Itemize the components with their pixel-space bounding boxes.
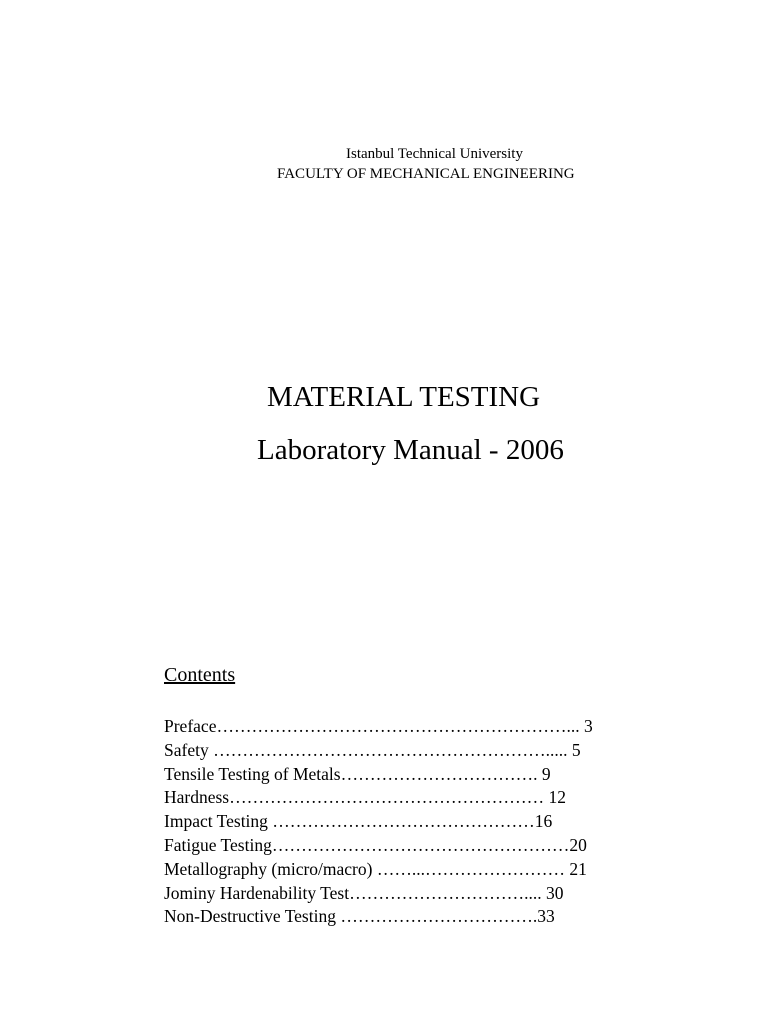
- table-of-contents: [164, 715, 634, 929]
- toc-entry-metallography: Metallography (micro/macro) ……...…………………… 21: [164, 858, 587, 879]
- document-title: MATERIAL TESTING: [267, 381, 541, 413]
- toc-entry-fatigue-testing: Fatigue Testing……………………………………………20: [164, 834, 587, 855]
- toc-entry-impact-testing: Impact Testing ………………………………………16: [164, 811, 553, 832]
- toc-entry-preface: Preface……………………………………………………... 3: [164, 716, 593, 736]
- toc-entry-non-destructive-testing: Non-Destructive Testing …………………………….33: [164, 906, 555, 927]
- university-name: Istanbul Technical University: [346, 146, 523, 162]
- document-subtitle: Laboratory Manual - 2006: [257, 434, 564, 466]
- toc-entry-tensile-testing: Tensile Testing of Metals……………………………. 9: [164, 763, 551, 784]
- toc-entry-safety: Safety …………………………………………………..... 5: [164, 739, 581, 760]
- toc-entry-jominy-test: Jominy Hardenability Test………………………….... 30: [164, 882, 564, 903]
- toc-entry-hardness: Hardness……………………………………………… 12: [164, 787, 566, 808]
- faculty-name: FACULTY OF MECHANICAL ENGINEERING: [277, 166, 575, 182]
- contents-heading: Contents: [164, 664, 236, 686]
